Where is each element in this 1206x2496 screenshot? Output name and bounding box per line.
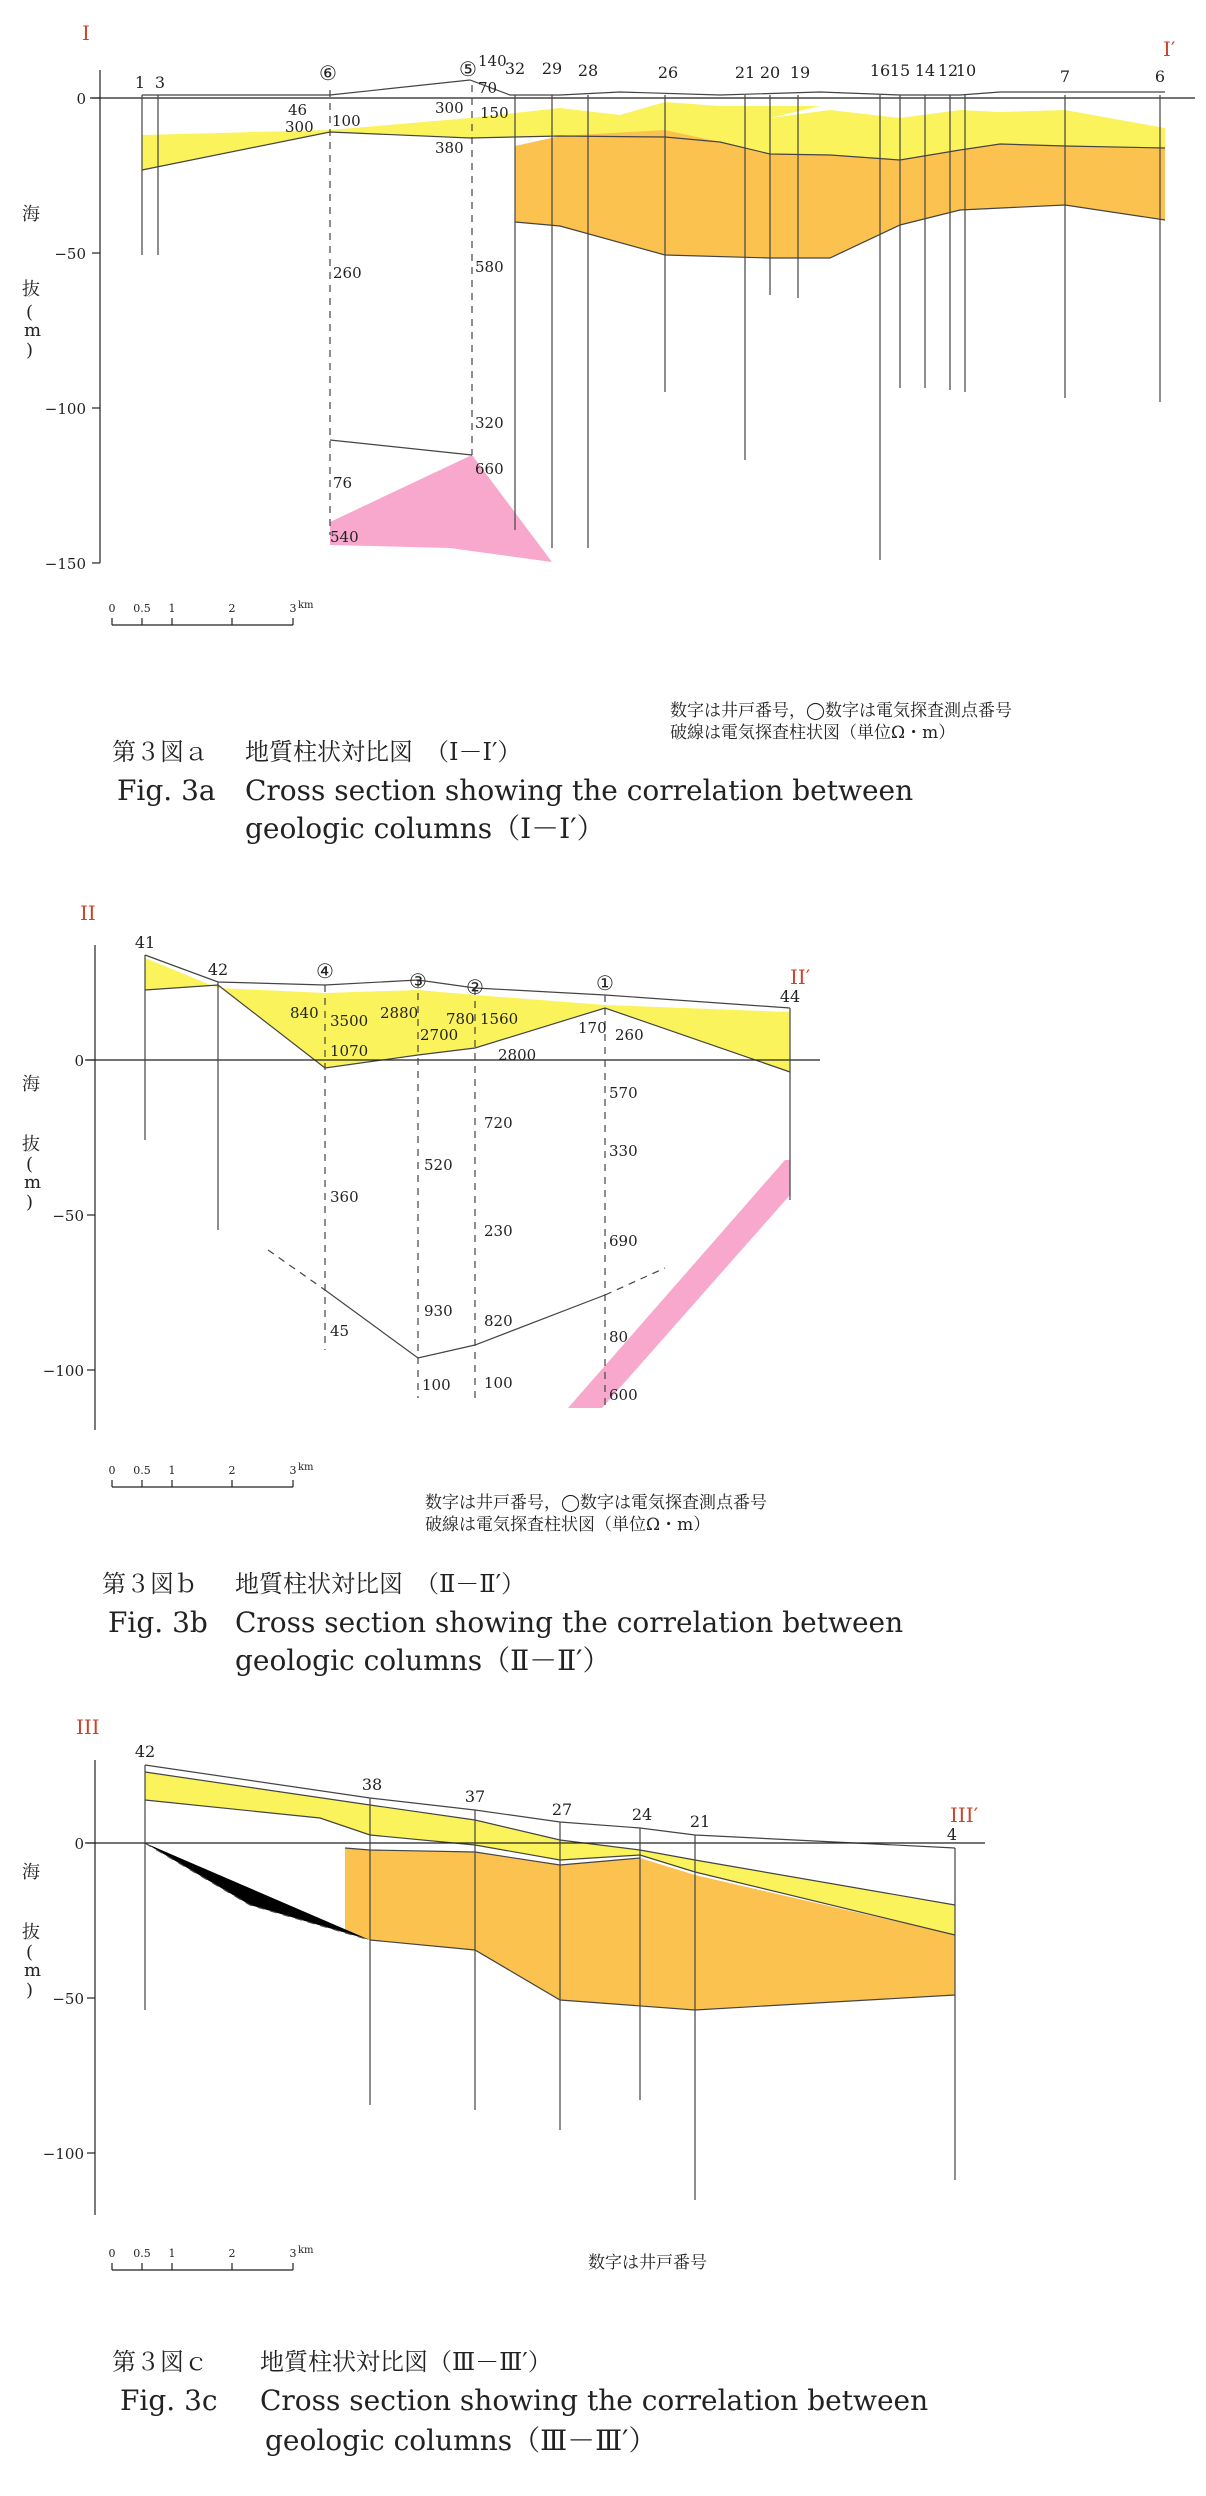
fig-b-caption-en-line1: Cross section showing the correlation between [235,1606,904,1639]
svg-text:海: 海 [22,1862,40,1883]
fig-c-caption-jp-title: 地質柱状対比図（Ⅲ－Ⅲ′） [260,2348,552,2376]
svg-text:19: 19 [789,63,811,82]
svg-text:1: 1 [168,602,176,615]
fig-a-note-line1: 数字は井戸番号，◯数字は電気探査測点番号 [670,701,1013,721]
svg-text:0: 0 [108,602,116,615]
fig-a-tick-minus150: −150 [44,555,86,573]
fig-b-y-ticks [43,1052,95,1380]
fig-b-caption-en-line2: geologic columns（Ⅱ－Ⅱ′） [235,1644,611,1677]
fig-c-caption-en-line1: Cross section showing the correlation between [260,2384,929,2417]
fig-b-note-line2: 破線は電気探査柱状図（単位Ω・m） [425,1515,711,1535]
svg-text:(: ( [26,1942,34,1963]
svg-text:45: 45 [330,1322,350,1340]
svg-text:380: 380 [435,139,464,157]
svg-text:4: 4 [946,1825,958,1844]
svg-text:28: 28 [577,61,599,80]
fig-c-y-ticks [43,1835,95,2163]
fig-a-scale-unit: km [298,600,314,611]
svg-text:): ) [26,1192,34,1213]
svg-text:⑤: ⑤ [459,57,477,81]
fig-a-station-labels [319,57,477,85]
svg-text:①: ① [596,971,614,995]
svg-text:38: 38 [361,1775,383,1794]
fig-c-orange-layer [345,1848,955,2010]
svg-text:海: 海 [22,1074,40,1095]
svg-text:3: 3 [289,602,297,615]
fig-b-note-line1: 数字は井戸番号，◯数字は電気探査測点番号 [425,1493,768,1513]
fig-c-left-label: III [76,1715,100,1739]
svg-text:km: km [298,1462,314,1473]
svg-text:46: 46 [288,101,308,119]
svg-text:抜: 抜 [22,1922,40,1943]
fig-b-right-label: II′ [790,965,811,989]
fig-3c [22,1715,985,2457]
fig-a-y-axis-label [22,204,41,361]
svg-text:300: 300 [285,118,314,136]
fig-b-caption-jp-title: 地質柱状対比図 （Ⅱ－Ⅱ′） [235,1570,526,1598]
svg-text:②: ② [466,975,484,999]
svg-text:29: 29 [541,59,563,78]
svg-text:32: 32 [504,59,526,78]
svg-text:): ) [26,1980,34,2001]
svg-text:): ) [26,340,34,361]
svg-text:230: 230 [484,1222,513,1240]
svg-text:3: 3 [154,73,166,92]
svg-text:320: 320 [475,414,504,432]
fig-a-note-line2: 破線は電気探査柱状図（単位Ω・m） [670,723,956,743]
fig-a-caption-jp-label: 第３図ａ [112,738,208,766]
svg-text:2: 2 [228,602,236,615]
svg-text:520: 520 [424,1156,453,1174]
svg-text:100: 100 [422,1376,451,1394]
svg-text:1560: 1560 [480,1010,519,1028]
svg-text:−100: −100 [42,1362,84,1380]
svg-text:6: 6 [1154,67,1166,86]
svg-text:1: 1 [168,2247,176,2260]
fig-b-left-label: II [80,901,96,925]
svg-text:12: 12 [937,61,959,80]
svg-text:(: ( [26,1154,34,1175]
svg-text:m: m [24,1960,42,1981]
svg-text:37: 37 [464,1787,486,1806]
svg-text:80: 80 [609,1328,629,1346]
svg-text:0: 0 [74,1052,84,1070]
fig-a-tick-0: 0 [76,90,86,108]
svg-text:16: 16 [869,61,891,80]
fig-c-dashed-interface [145,1843,370,1940]
svg-text:1: 1 [134,73,146,92]
svg-text:15: 15 [889,61,911,80]
svg-text:20: 20 [759,63,781,82]
svg-text:0: 0 [108,1464,116,1477]
svg-text:⑥: ⑥ [319,61,337,85]
svg-text:3: 3 [289,1464,297,1477]
svg-text:海: 海 [22,204,40,225]
svg-text:720: 720 [484,1114,513,1132]
svg-text:26: 26 [657,63,679,82]
fig-a-tick-minus50: −50 [54,245,86,263]
fig-a-caption-jp-title: 地質柱状対比図 （Ⅰ－Ⅰ′） [245,738,522,766]
fig-a-caption-en-label: Fig. 3a [117,774,216,807]
fig-a-well-labels [135,59,1165,92]
svg-text:21: 21 [689,1812,711,1831]
svg-text:330: 330 [609,1142,638,1160]
svg-text:2800: 2800 [498,1046,537,1064]
svg-text:260: 260 [615,1026,644,1044]
fig-a-caption-en-line2: geologic columns（Ⅰ－Ⅰ′） [245,812,605,845]
svg-text:2: 2 [228,1464,236,1477]
fig-a-pink-layer [330,455,552,562]
svg-text:42: 42 [134,1742,156,1761]
svg-text:21: 21 [734,63,756,82]
fig-c-caption-en-line2: geologic columns（Ⅲ－Ⅲ′） [265,2424,657,2457]
fig-a-right-label: I′ [1163,37,1176,61]
svg-text:0: 0 [74,1835,84,1853]
svg-text:76: 76 [333,474,353,492]
svg-text:260: 260 [333,264,362,282]
svg-text:580: 580 [475,258,504,276]
svg-text:660: 660 [475,460,504,478]
svg-text:27: 27 [551,1800,573,1819]
fig-a-ground-surface [142,80,1165,95]
svg-text:10: 10 [955,61,977,80]
svg-text:41: 41 [134,933,156,952]
fig-c-scale-bar [109,2245,315,2270]
svg-text:1070: 1070 [330,1042,369,1060]
fig-3b [22,901,903,1677]
svg-text:690: 690 [609,1232,638,1250]
svg-text:抜: 抜 [22,279,40,300]
fig-a-tick-minus100: −100 [44,400,86,418]
fig-b-caption-jp-label: 第３図ｂ [102,1570,198,1598]
svg-text:540: 540 [330,528,359,546]
fig-c-y-axis-label [22,1862,41,2001]
svg-text:−50: −50 [52,1990,84,2008]
svg-text:1: 1 [168,1464,176,1477]
fig-b-caption-en-label: Fig. 3b [108,1606,208,1639]
fig-a-scale-bar [109,600,315,625]
fig-a-caption-en-line1: Cross section showing the correlation between [245,774,914,807]
svg-text:360: 360 [330,1188,359,1206]
svg-text:70: 70 [478,79,498,97]
svg-text:150: 150 [480,104,509,122]
fig-c-caption-en-label: Fig. 3c [120,2384,218,2417]
fig-3a [22,21,1195,845]
svg-text:24: 24 [631,1805,653,1824]
svg-text:2880: 2880 [380,1004,419,1022]
svg-text:840: 840 [290,1004,319,1022]
svg-text:2700: 2700 [420,1026,459,1044]
svg-text:930: 930 [424,1302,453,1320]
fig-b-resistivity-interface [325,1290,605,1358]
fig-c-caption-jp-label: 第３図ｃ [112,2348,208,2376]
svg-text:140: 140 [478,52,507,70]
svg-text:600: 600 [609,1386,638,1404]
svg-text:−100: −100 [42,2145,84,2163]
svg-text:820: 820 [484,1312,513,1330]
svg-text:−50: −50 [52,1207,84,1225]
svg-text:300: 300 [435,99,464,117]
svg-text:100: 100 [484,1374,513,1392]
svg-text:3500: 3500 [330,1012,369,1030]
svg-text:170: 170 [578,1019,607,1037]
svg-text:km: km [298,2245,314,2256]
fig-c-note: 数字は井戸番号 [588,2253,707,2273]
svg-text:100: 100 [332,112,361,130]
svg-text:3: 3 [289,2247,297,2260]
svg-text:780: 780 [446,1010,475,1028]
fig-c-right-label: III′ [950,1803,979,1827]
svg-text:m: m [24,1172,42,1193]
fig-b-dash-interface-right [605,1268,665,1295]
fig-a-left-label: I [82,21,90,45]
fig-b-scale-bar [109,1462,315,1487]
svg-text:④: ④ [316,959,334,983]
svg-text:14: 14 [914,61,936,80]
fig-b-y-axis-label [22,1074,41,1213]
svg-text:570: 570 [609,1084,638,1102]
fig-a-y-ticks [45,90,100,573]
svg-text:0.5: 0.5 [133,2247,151,2260]
svg-text:0.5: 0.5 [133,1464,151,1477]
svg-text:0: 0 [108,2247,116,2260]
svg-text:(: ( [26,302,34,323]
fig-b-pink-layer [568,1160,790,1408]
svg-text:2: 2 [228,2247,236,2260]
svg-text:③: ③ [409,969,427,993]
fig-b-dash-interface-left [268,1250,325,1290]
svg-text:7: 7 [1059,67,1071,86]
svg-text:0.5: 0.5 [133,602,151,615]
svg-text:m: m [24,320,42,341]
svg-text:44: 44 [779,987,801,1006]
svg-text:抜: 抜 [22,1134,40,1155]
svg-text:42: 42 [207,960,229,979]
